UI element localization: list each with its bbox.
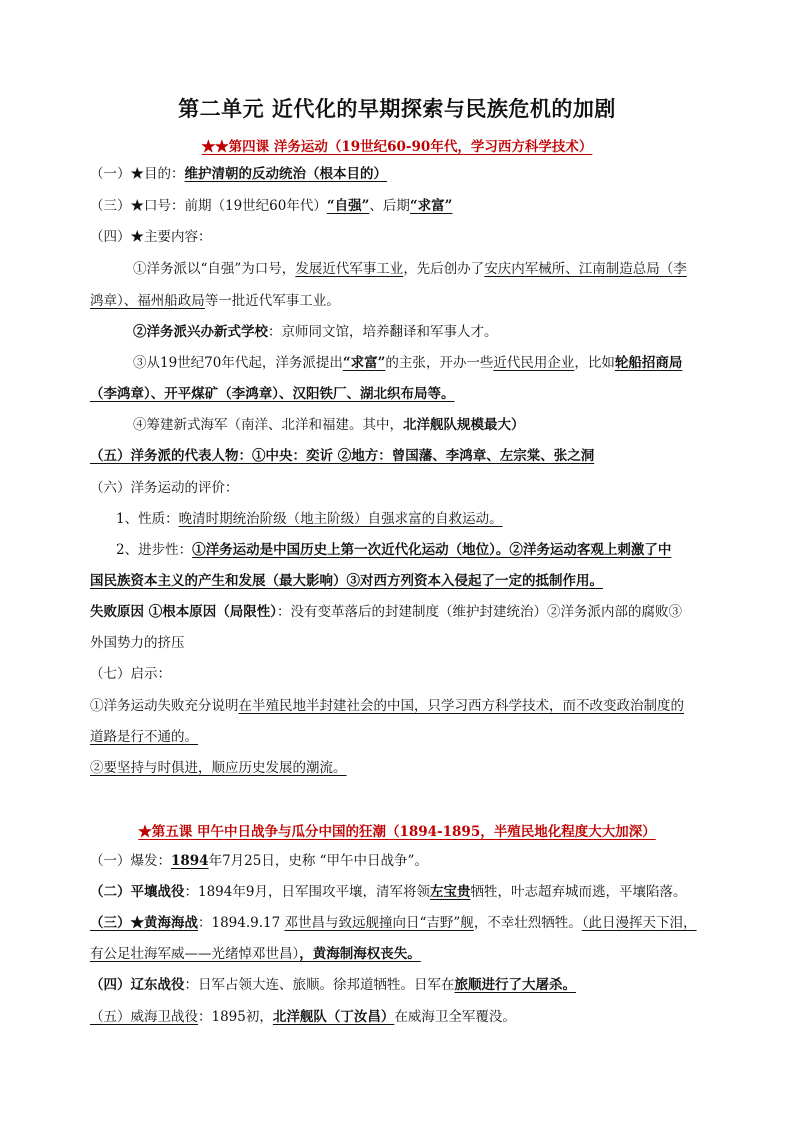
content-item-3: ③从19世纪70年代起，洋务派提出“求富”的主张，开办一些近代民用企业，比如轮船招商局 (133, 355, 683, 371)
slogan-line: （三）★口号：前期（19世纪60年代）“自强”、后期“求富” (90, 198, 453, 214)
content-item-2: ②洋务派兴办新式学校：京师同文馆，培养翻译和军事人才。 (133, 324, 498, 340)
yellow-sea-line-cont: 有公足壮海军威——光绪悼邓世昌），黄海制海权丧失。 (90, 946, 421, 962)
content-item-4: ④筹建新式海军（南洋、北洋和福建。其中，北洋舰队规模最大） (133, 417, 525, 433)
progress-line-cont: 国民族资本主义的产生和发展（最大影响）③对西方列资本入侵起了一定的抵制作用。 (90, 573, 603, 589)
liaodong-line: （四）辽东战役：日军占领大连、旅顺。徐邦道牺牲。日军在旅顺进行了大屠杀。 (90, 977, 576, 993)
insight-1: ①洋务运动失败充分说明在半殖民地半封建社会的中国，只学习西方科学技术，而不改变政治制度的 (90, 698, 684, 714)
yellow-sea-line: （三）★黄海海战：1894.9.17 邓世昌与致远舰撞向日“吉野”舰，不幸壮烈牺牲。（此日漫挥天下泪， (90, 915, 697, 931)
main-content-heading: （四）★主要内容： (90, 229, 212, 245)
insight-2: ②要坚持与时俱进，顺应历史发展的潮流。 (90, 760, 347, 776)
outbreak-line: （一）爆发：1894年7月25日，史称 “甲午中日战争”。 (90, 853, 428, 869)
insight-heading: （七）启示： (90, 666, 171, 682)
nature-line: 1、性质：晚清时期统治阶级（地主阶级）自强求富的自救运动。 (116, 511, 503, 527)
insight-1-cont: 道路是行不通的。 (90, 729, 198, 745)
failure-reason-line: 失败原因 ①根本原因（局限性）：没有变革落后的封建制度（维护封建统治）②洋务派内部的腐败③ (90, 604, 682, 620)
representatives-line: （五）洋务派的代表人物：①中央：奕䜣 ②地方：曾国藩、李鸿章、左宗棠、张之洞 (90, 448, 595, 464)
lesson-4-heading: ★★第四课 洋务运动（19世纪60-90年代，学习西方科学技术） (201, 139, 593, 155)
pyongyang-line: （二）平壤战役：1894年9月，日军围攻平壤，清军将领左宝贵牺牲，叶志超弃城而逃，平壤陷落。 (90, 884, 687, 900)
evaluation-heading: （六）洋务运动的评价： (90, 480, 239, 496)
content-item-1-cont: 鸿章）、福州船政局等一批近代军事工业。 (90, 293, 340, 309)
purpose-line: （一）★目的：维护清朝的反动统治（根本目的） (90, 166, 387, 182)
unit-title: 第二单元 近代化的早期探索与民族危机的加剧 (178, 96, 616, 121)
progress-line: 2、进步性：①洋务运动是中国历史上第一次近代化运动（地位）。②洋务运动客观上刺激了中 (116, 542, 672, 558)
weihaiwei-line: （五）威海卫战役：1895初，北洋舰队（丁汝昌）在威海卫全军覆没。 (90, 1009, 516, 1025)
lesson-5-heading: ★第五课 甲午中日战争与瓜分中国的狂潮（1894-1895，半殖民地化程度大大加深） (138, 824, 656, 840)
failure-reason-cont: 外国势力的挤压 (90, 635, 185, 651)
content-item-3-cont: （李鸿章）、开平煤矿（李鸿章）、汉阳铁厂、湖北织布局等。 (90, 386, 455, 402)
content-item-1: ①洋务派以“自强”为口号，发展近代军事工业，先后创办了安庆内军械所、江南制造总局（李 (133, 261, 687, 277)
